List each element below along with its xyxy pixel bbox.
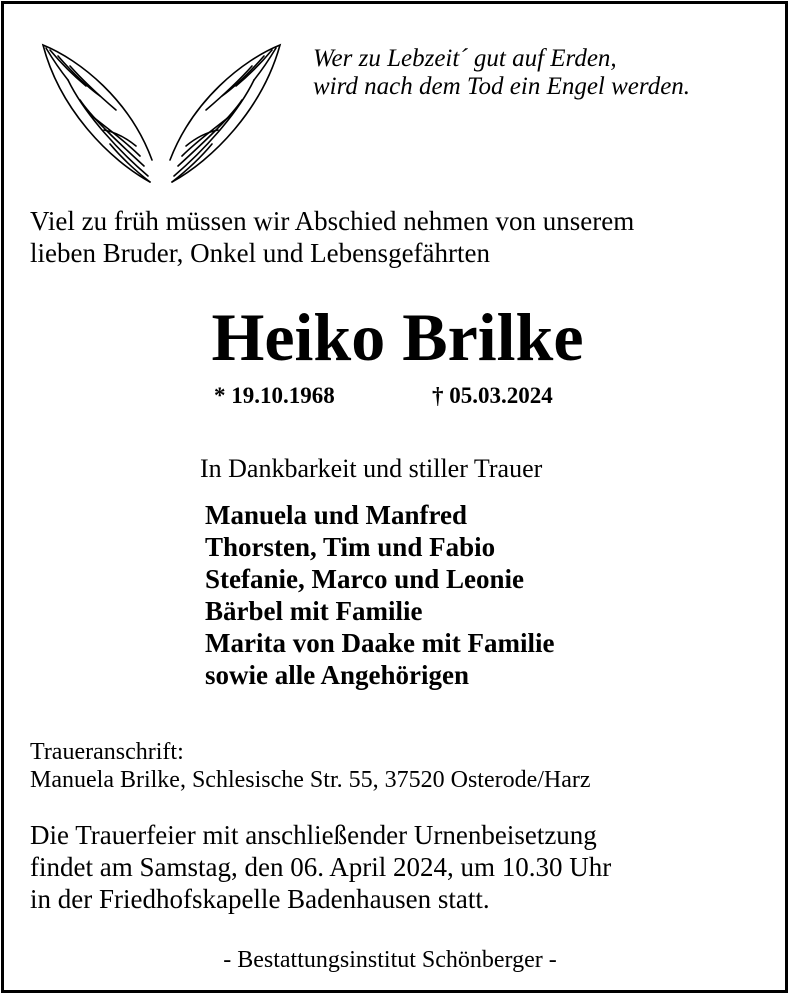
mourners-list <box>205 499 554 691</box>
angel-wings-icon <box>40 40 285 190</box>
service-line-1: Die Trauerfeier mit anschließender Urnenbeisetzung <box>30 820 597 850</box>
intro-line-2: lieben Bruder, Onkel und Lebensgefährten <box>30 238 491 268</box>
funeral-service-info <box>30 819 611 915</box>
mourner-entry: Thorsten, Tim und Fabio <box>205 532 496 562</box>
motto-verse <box>313 45 773 101</box>
mourner-entry: Stefanie, Marco und Leonie <box>205 564 524 594</box>
intro-line-1: Viel zu früh müssen wir Abschied nehmen von unserem <box>30 206 635 236</box>
deceased-name: Heiko Brilke <box>211 299 584 375</box>
mourning-address: Manuela Brilke, Schlesische Str. 55, 37520 Osterode/Harz <box>30 767 591 793</box>
address-label: Traueranschrift: <box>30 739 184 765</box>
birth-date: * 19.10.1968 <box>214 383 335 408</box>
mourner-entry: Manuela und Manfred <box>205 500 468 530</box>
motto-line-2: wird nach dem Tod ein Engel werden. <box>313 73 691 100</box>
mourner-entry: sowie alle Angehörigen <box>205 660 469 690</box>
death-date: † 05.03.2024 <box>432 383 553 408</box>
service-line-3: in der Friedhofskapelle Badenhausen statt. <box>30 884 490 914</box>
mourner-entry: Marita von Daake mit Familie <box>205 628 555 658</box>
intro-text <box>30 205 770 269</box>
service-line-2: findet am Samstag, den 06. April 2024, um 10.30 Uhr <box>30 852 612 882</box>
gratitude-line: In Dankbarkeit und stiller Trauer <box>200 454 543 483</box>
undertaker-name: - Bestattungsinstitut Schönberger - <box>223 947 557 973</box>
motto-line-1: Wer zu Lebzeit´ gut auf Erden, <box>313 45 617 72</box>
mourner-entry: Bärbel mit Familie <box>205 596 423 626</box>
